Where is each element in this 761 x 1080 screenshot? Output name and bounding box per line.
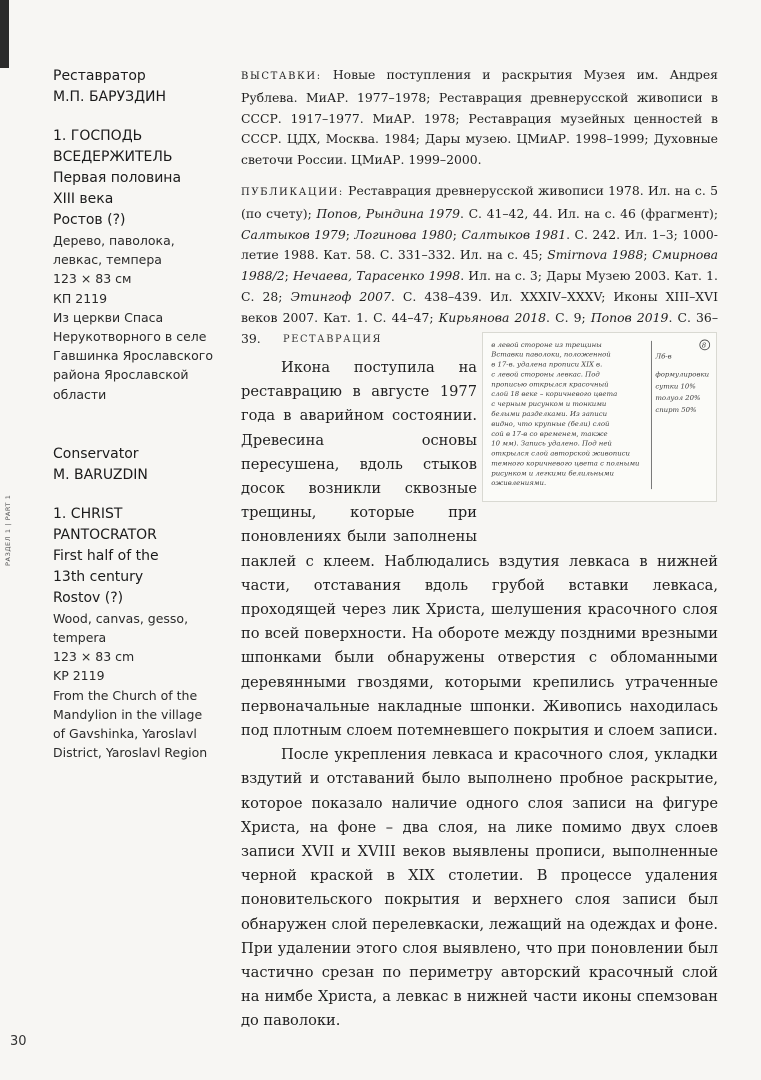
note-line: Вставки паволоки, положенной [491,350,611,359]
note-line: оживлениями. [491,479,547,488]
note-side-line: спирт 50% [655,406,697,415]
publication-author: Этингоф 2007 [290,288,391,304]
section-side-label: РАЗДЕЛ 1 | PART 1 [4,494,12,566]
detail-ru: Гавшинка Ярославского [53,348,214,364]
item-no-en: 1. CHRIST [53,505,123,522]
detail-en: tempera [53,630,107,646]
note-line: в левой стороне из трещины [491,340,602,349]
name-en: M. BARUZDIN [53,466,148,483]
publications-text: . Ил. на с. 3; Дары Музею 2003. Кат. 1. С. 28; [241,268,718,304]
place-ru: Ростов (?) [53,212,126,228]
publication-author: Smirnova 1988 [547,247,644,263]
publications-text: . С. 41–42, 44. Ил. на с. 46 (фрагмент); [460,205,718,221]
publications-text: ; [284,268,289,284]
publication-author: Попов, Рындина 1979 [316,205,461,221]
detail-en: KP 2119 [53,668,105,684]
role-ru: Реставратор [53,68,146,84]
detail-en: Wood, canvas, gesso, [53,610,189,626]
restoration-heading: РЕСТАВРАЦИЯ [283,334,383,345]
exhibitions-label: ВЫСТАВКИ: [241,71,322,82]
detail-ru: Нерукотворного в селе [53,329,207,345]
publication-author: Кирьянова 2018 [438,309,547,325]
item-title-ru: ВСЕДЕРЖИТЕЛЬ [53,149,173,165]
note-line: слой 18 веке – коричневого цвета [491,390,618,399]
publications-text: ; [345,226,350,242]
date-en-1: First half of the [53,547,159,564]
note-side-line: Лб-в [655,352,672,361]
publication-author: Логинова 1980 [354,226,453,242]
references [241,65,718,359]
publications-text: . С. 438–439. Ил. XXXIV–XXXV; Иконы XIII–XVI веков 2007. Кат. 1. С. 44–47; [241,288,718,325]
item-title-en: PANTOCRATOR [53,526,157,543]
note-line: в 17-в. удалена прописи XIX в. [491,360,603,369]
note-line: белыми разделками. Из записи [491,410,608,419]
corner-mark [0,0,9,68]
note-side-line: формулировки [655,370,710,379]
publications-paragraph [241,181,718,349]
note-side-line: толуол 20% [655,394,701,403]
left-column [53,66,233,762]
detail-ru: 123 × 83 см [53,271,132,287]
note-line: с черным рисунком и тонкими [491,400,607,409]
note-line: темного коричневого цвета с полными [491,459,640,468]
publication-author: Салтыков 1979 [241,226,346,242]
detail-ru: района Ярославской [53,367,189,383]
publications-text: . С. 242. Ил. 1–3; 1000-летие 1988. Кат. 58. С. 331–332. Ил. на с. 45; [241,226,718,263]
note-side-line: сутки 10% [655,382,696,391]
publications-text: . С. 36–39. [241,309,719,346]
detail-en: 123 × 83 cm [53,649,135,665]
publications-text: ; [643,247,648,263]
note-line: рисунком и легкими белильными [491,469,615,478]
note-line: 10 мм). Запись удалено. Под ней [491,439,612,448]
publication-author: Салтыков 1981 [461,226,567,242]
date-ru-1: Первая половина [53,170,182,186]
publication-author: Попов 2019 [590,309,669,325]
detail-en: From the Church of the [53,687,198,703]
role-en: Conservator [53,445,139,462]
detail-ru: Из церкви Спаса [53,309,164,325]
restoration-body [241,356,718,1034]
publications-label: ПУБЛИКАЦИИ: [241,186,344,198]
item-no-ru: 1. ГОСПОДЬ [53,128,143,144]
restoration-paragraph-2: После укрепления левкаса и красочного слоя, укладки вздутий и отставаний было выполнено пробное раскрытие, которое показало наличие одного слоя записи на фигуре Христа, на фоне – два слоя, на лике помимо двух слоев записи XVII и XVIII веков выявлены прописи, выполненные черной краской в XIX столетии. В процессе удаления поновительского покрытия и верхнего слоя записи был обнаружен слой перелевкаски, лежащий на одеждах и фоне. При удалении этого слоя выявлено, что при поновлении был частично срезан по периметру авторский красочный слой на нимбе Христа, а левкас в нижней части иконы спемзован до паволоки. [241,746,718,1030]
exhibitions-paragraph [241,65,718,171]
note-line: прописью открылся красочный [491,380,609,389]
detail-ru: области [53,386,107,402]
exhibitions-text: Новые поступления и раскрытия Музея им. Андрея Рублева. МиАР. 1977–1978; Реставрация древнерусской живописи в СССР. 1917–1977. МиАР. 1978; Реставрация музейных ценностей в СССР. ЦДХ, Москва. 1984; Дары музею. ЦМиАР. 1998–1999; Духовные светочи России. ЦМиАР. 1999–2000. [241,67,718,168]
publications-text: Реставрация древнерусской живописи 1978. Ил. на с. 5 (по счету); [241,182,718,221]
note-line: видно, что крупные (бели) слой [491,419,610,428]
place-en: Rostov (?) [53,589,124,606]
detail-ru: Дерево, паволока, [53,233,175,248]
detail-ru: КП 2119 [53,290,108,306]
name-ru: М.П. БАРУЗДИН [53,89,167,105]
detail-en: of Gavshinka, Yaroslavl [53,726,197,742]
publication-author: Смирнова 1988/2 [241,247,718,284]
restoration-paragraph-1: Икона поступила на реставрацию в августе 1977 года в аварийном состоянии. Древесина основы пересушена, вдоль стыков досок возникли сквозные трещины, которые при поновлениях были заполнены паклей с клеем. Наблюдались вздутия левкаса в нижней части, отставания вдоль грубой вставки левкаса, проходящей через лик Христа, шелушения красочного слоя по всей поверхности. На обороте между поздними врезными шпонками были обнаружены отверстия с обломанными деревянными гвоздями, которыми крепились утраченные первоначальные накладные шпонки. Живопись находилась под плотным слоем потемневшего покрытия и слоем записи. [241,359,718,740]
note-line: открылся слой авторской живописи [491,449,631,458]
publications-text: . С. 9; [546,309,586,325]
date-ru-2: XIII века [53,191,114,207]
publication-author: Нечаева, Тарасенко 1998 [292,268,461,284]
page-number: 30 [10,1034,27,1049]
note-line: сой в 17-в со временем, также [491,429,608,438]
detail-ru: левкас, темпера [53,252,162,268]
detail-en: District, Yaroslavl Region [53,745,208,761]
date-en-2: 13th century [53,568,144,585]
detail-en: Mandylion in the village [53,706,203,722]
publications-text: ; [452,226,457,242]
note-float-spacer [485,356,718,540]
note-mark: 8 [701,341,707,350]
note-line: с левой стороны левкас. Под [491,370,600,379]
